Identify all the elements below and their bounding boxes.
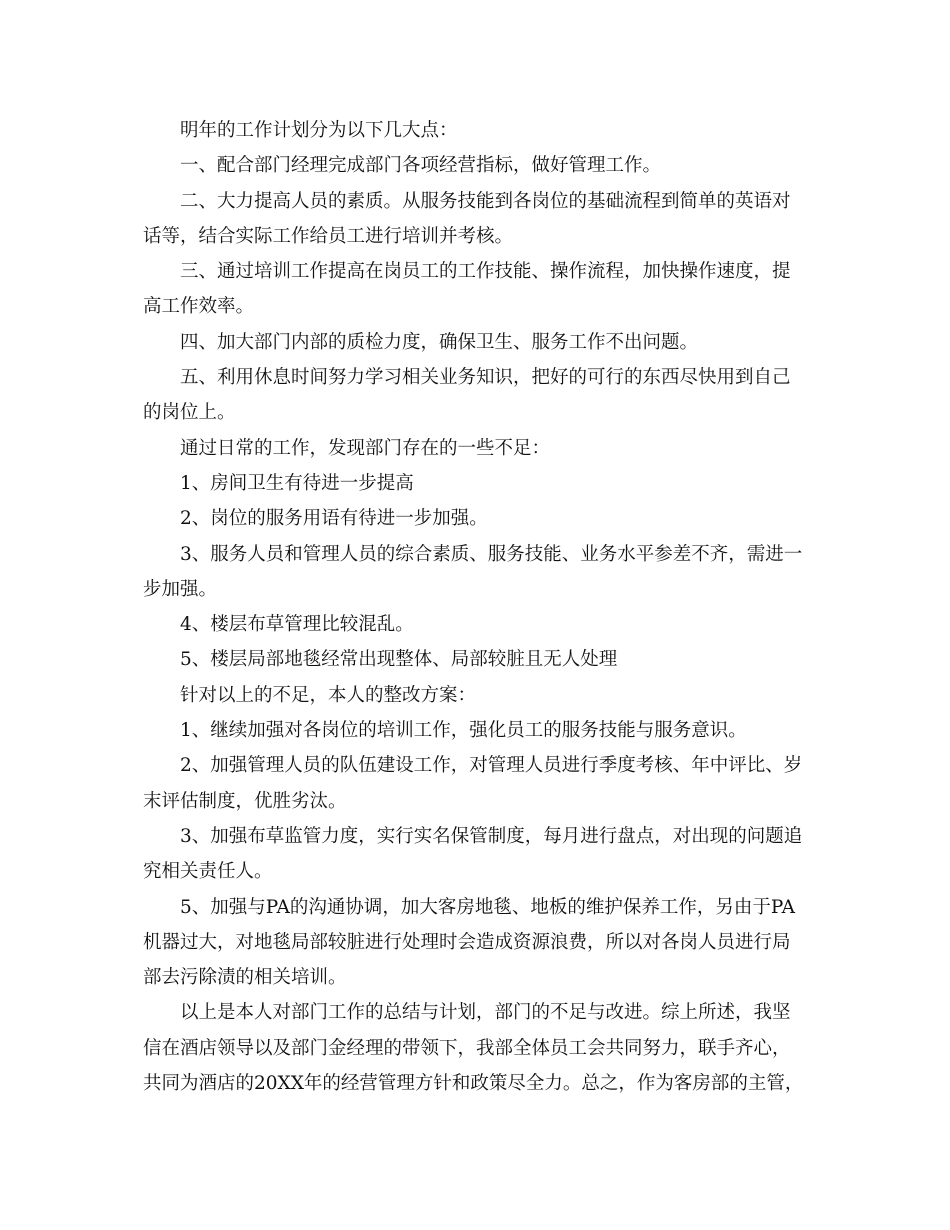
paragraph: 明年的工作计划分为以下几大点：: [180, 120, 458, 141]
paragraph: 5、楼层局部地毯经常出现整体、局部较脏且无人处理: [180, 649, 618, 671]
paragraph: 五、利用休息时间努力学习相关业务知识，把好的可行的东西尽快用到自己的岗位上。: [143, 367, 791, 424]
paragraph: 通过日常的工作，发现部门存在的一些不足：: [180, 437, 551, 459]
paragraph: 4、楼层布草管理比较混乱。: [180, 614, 414, 636]
paragraph: 1、房间卫生有待进一步提高: [180, 472, 414, 494]
paragraph: 1、继续加强对各岗位的培训工作，强化员工的服务技能与服务意识。: [180, 720, 747, 742]
paragraph: 三、通过培训工作提高在岗员工的工作技能、操作流程，加快操作速度，提高工作效率。: [143, 261, 791, 318]
paragraph: 2、加强管理人员的队伍建设工作，对管理人员进行季度考核、年中评比、岁末评估制度，优胜劣汰。: [143, 755, 803, 812]
paragraph: 针对以上的不足，本人的整改方案：: [180, 684, 477, 706]
paragraph: 四、加大部门内部的质检力度，确保卫生、服务工作不出问题。: [180, 331, 699, 353]
paragraph: 二、大力提高人员的素质。从服务技能到各岗位的基础流程到简单的英语对话等，结合实际工作给员工进行培训并考核。: [143, 190, 791, 247]
paragraph: 3、服务人员和管理人员的综合素质、服务技能、业务水平参差不齐，需进一步加强。: [143, 543, 803, 600]
paragraph: 一、配合部门经理完成部门各项经营指标，做好管理工作。: [180, 155, 662, 177]
paragraph: 2、岗位的服务用语有待进一步加强。: [180, 508, 488, 530]
document-body: [143, 113, 808, 1101]
paragraph: 3、加强布草监管力度，实行实名保管制度，每月进行盘点，对出现的问题追究相关责任人。: [143, 825, 803, 883]
paragraph: 以上是本人对部门工作的总结与计划，部门的不足与改进。综上所述，我坚信在酒店领导以及部门金经理的带领下，我部全体员工会共同努力，联手齐心，共同为酒店的20XX年的经营管理方针和政策尽全力。总之，作为客房部的主管，: [143, 1002, 804, 1095]
paragraph: 5、加强与PA的沟通协调，加大客房地毯、地板的维护保养工作，另由于PA机器过大，对地毯局部较脏进行处理时会造成资源浪费，所以对各岗人员进行局部去污除渍的相关培训。: [143, 896, 795, 989]
